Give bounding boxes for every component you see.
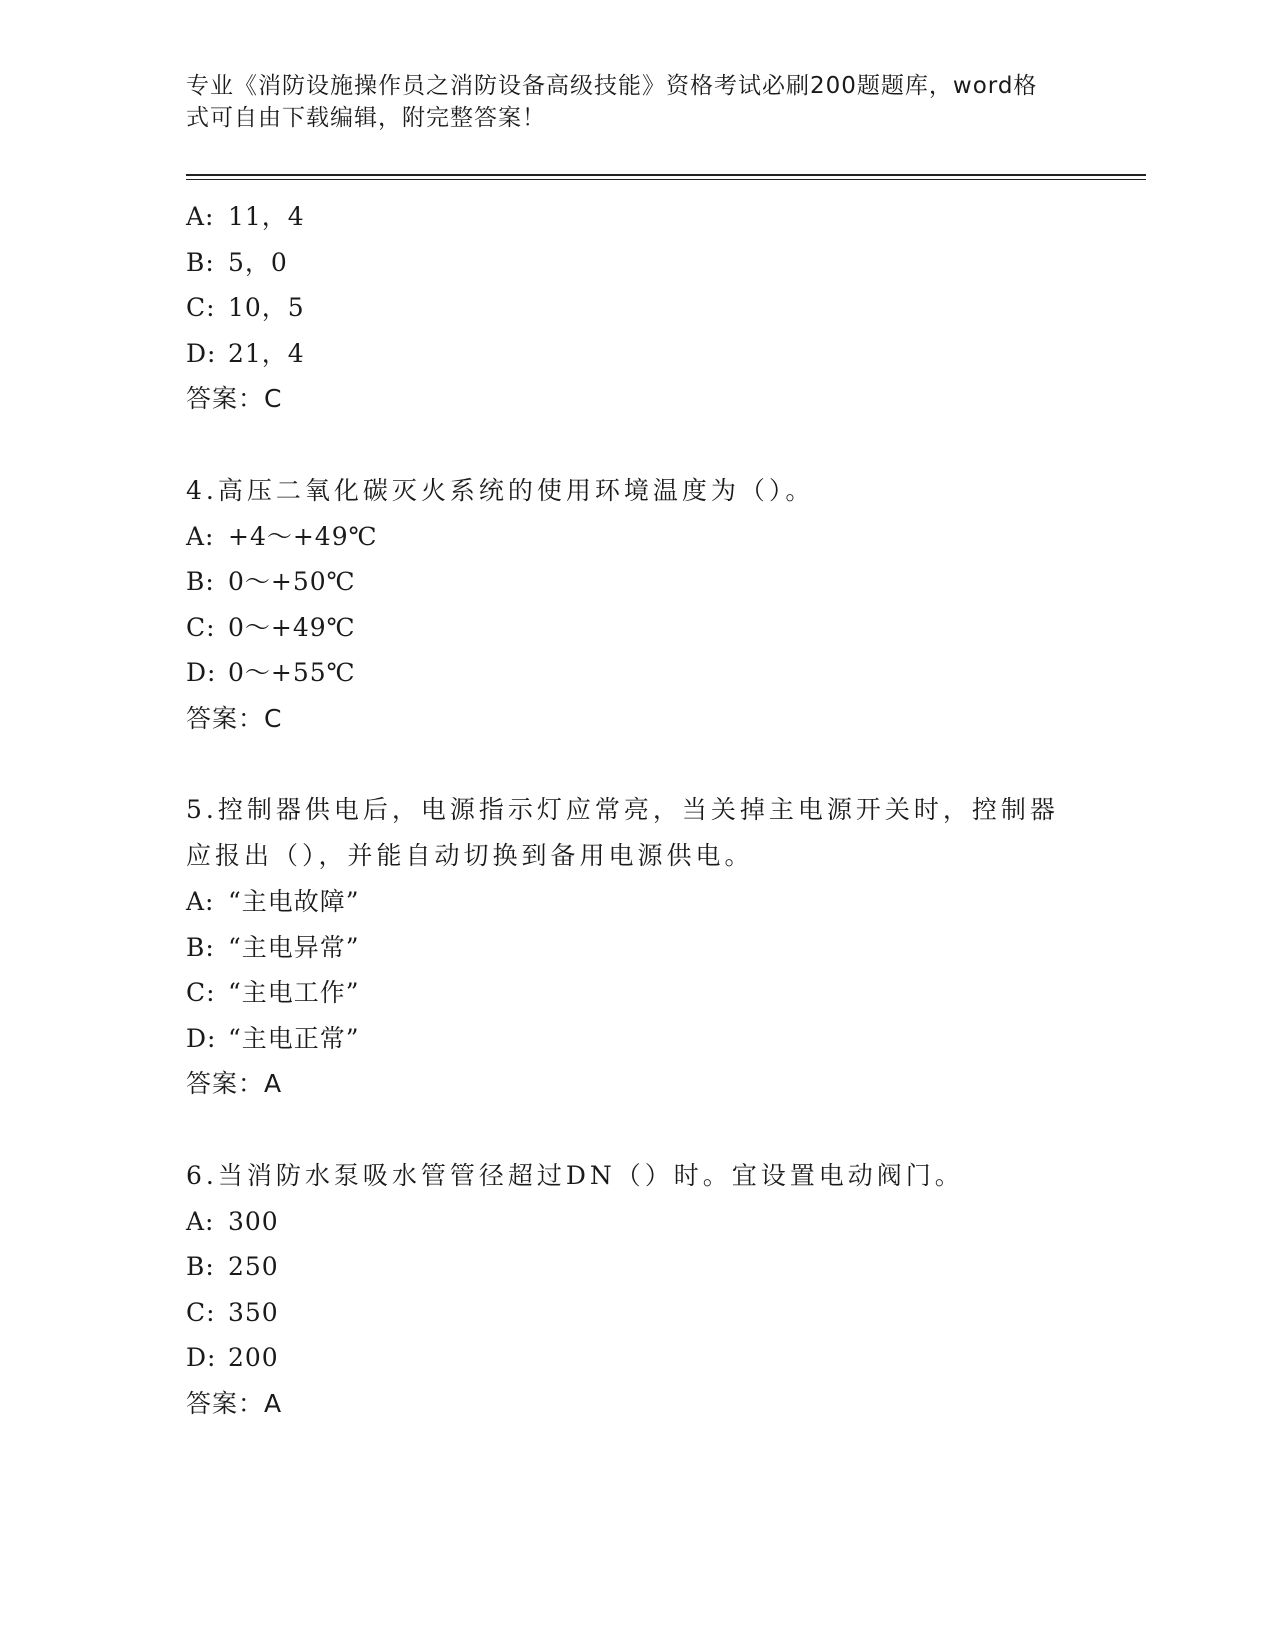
- option-c: [186, 285, 1146, 331]
- answer-line: 答案：A: [186, 1388, 283, 1418]
- option-text: 200: [228, 1343, 279, 1372]
- option-c: [186, 970, 1146, 1016]
- option-key: D:: [186, 1343, 217, 1372]
- question-block-5: [186, 787, 1146, 1107]
- spacer: [186, 1107, 1146, 1153]
- question-block-4: [186, 468, 1146, 742]
- answer-line: 答案：C: [186, 703, 283, 733]
- option-text: 11，4: [228, 202, 305, 231]
- option-key: D:: [186, 338, 217, 368]
- document-page: [186, 70, 1146, 1426]
- option-key: C:: [186, 612, 216, 642]
- option-text: 350: [228, 1297, 279, 1327]
- option-text: “主电正常”: [228, 1023, 360, 1053]
- option-text: +4～+49℃: [228, 521, 378, 551]
- option-text: “主电工作”: [228, 978, 360, 1007]
- option-b: [186, 1244, 1146, 1290]
- answer-line: 答案：A: [186, 1069, 283, 1098]
- option-text: 10，5: [228, 293, 305, 322]
- spacer: [186, 741, 1146, 787]
- option-key: C:: [186, 1297, 216, 1327]
- question-block-6: [186, 1153, 1146, 1427]
- option-key: A:: [186, 1206, 215, 1236]
- option-key: C:: [186, 293, 216, 322]
- option-text: 0～+55℃: [228, 658, 356, 687]
- option-d: [186, 1335, 1146, 1381]
- question-stem: 4.高压二氧化碳灭火系统的使用环境温度为（）。: [186, 475, 815, 505]
- option-key: D:: [186, 1023, 217, 1053]
- option-key: B:: [186, 932, 215, 962]
- document-header-line-2: 式可自由下载编辑，附完整答案！: [186, 105, 546, 131]
- option-text: “主电异常”: [228, 932, 360, 962]
- header-double-rule: [186, 174, 1146, 180]
- question-block-3: [186, 194, 1146, 422]
- option-text: 21，4: [228, 338, 305, 368]
- option-c: [186, 1290, 1146, 1336]
- option-d: [186, 650, 1146, 696]
- option-key: B:: [186, 1252, 215, 1281]
- option-a: [186, 1199, 1146, 1245]
- option-key: C:: [186, 978, 216, 1007]
- option-d: [186, 331, 1146, 377]
- option-key: A:: [186, 521, 215, 551]
- option-key: B:: [186, 247, 215, 277]
- option-d: [186, 1016, 1146, 1062]
- option-a: [186, 514, 1146, 560]
- document-header-line-1: 专业《消防设施操作员之消防设备高级技能》资格考试必刷200题题库，word格: [186, 73, 1038, 99]
- option-a: [186, 879, 1146, 925]
- option-key: A:: [186, 887, 215, 916]
- option-text: 250: [228, 1252, 279, 1281]
- option-text: 300: [228, 1206, 279, 1236]
- option-text: 0～+50℃: [228, 567, 356, 596]
- option-text: “主电故障”: [228, 887, 360, 916]
- option-key: A:: [186, 202, 215, 231]
- option-b: [186, 240, 1146, 286]
- option-b: [186, 559, 1146, 605]
- question-stem: 6.当消防水泵吸水管管径超过DN（）时。宜设置电动阀门。: [186, 1160, 964, 1190]
- option-c: [186, 605, 1146, 651]
- option-text: 0～+49℃: [228, 612, 356, 642]
- answer-line: 答案：C: [186, 384, 283, 413]
- option-key: D:: [186, 658, 217, 687]
- question-stem: 5.控制器供电后，电源指示灯应常亮，当关掉主电源开关时，控制器应报出（），并能自动切换到备用电源供电。: [186, 795, 1059, 870]
- option-text: 5，0: [228, 247, 288, 277]
- option-key: B:: [186, 567, 215, 596]
- option-b: [186, 925, 1146, 971]
- option-a: [186, 194, 1146, 240]
- spacer: [186, 422, 1146, 468]
